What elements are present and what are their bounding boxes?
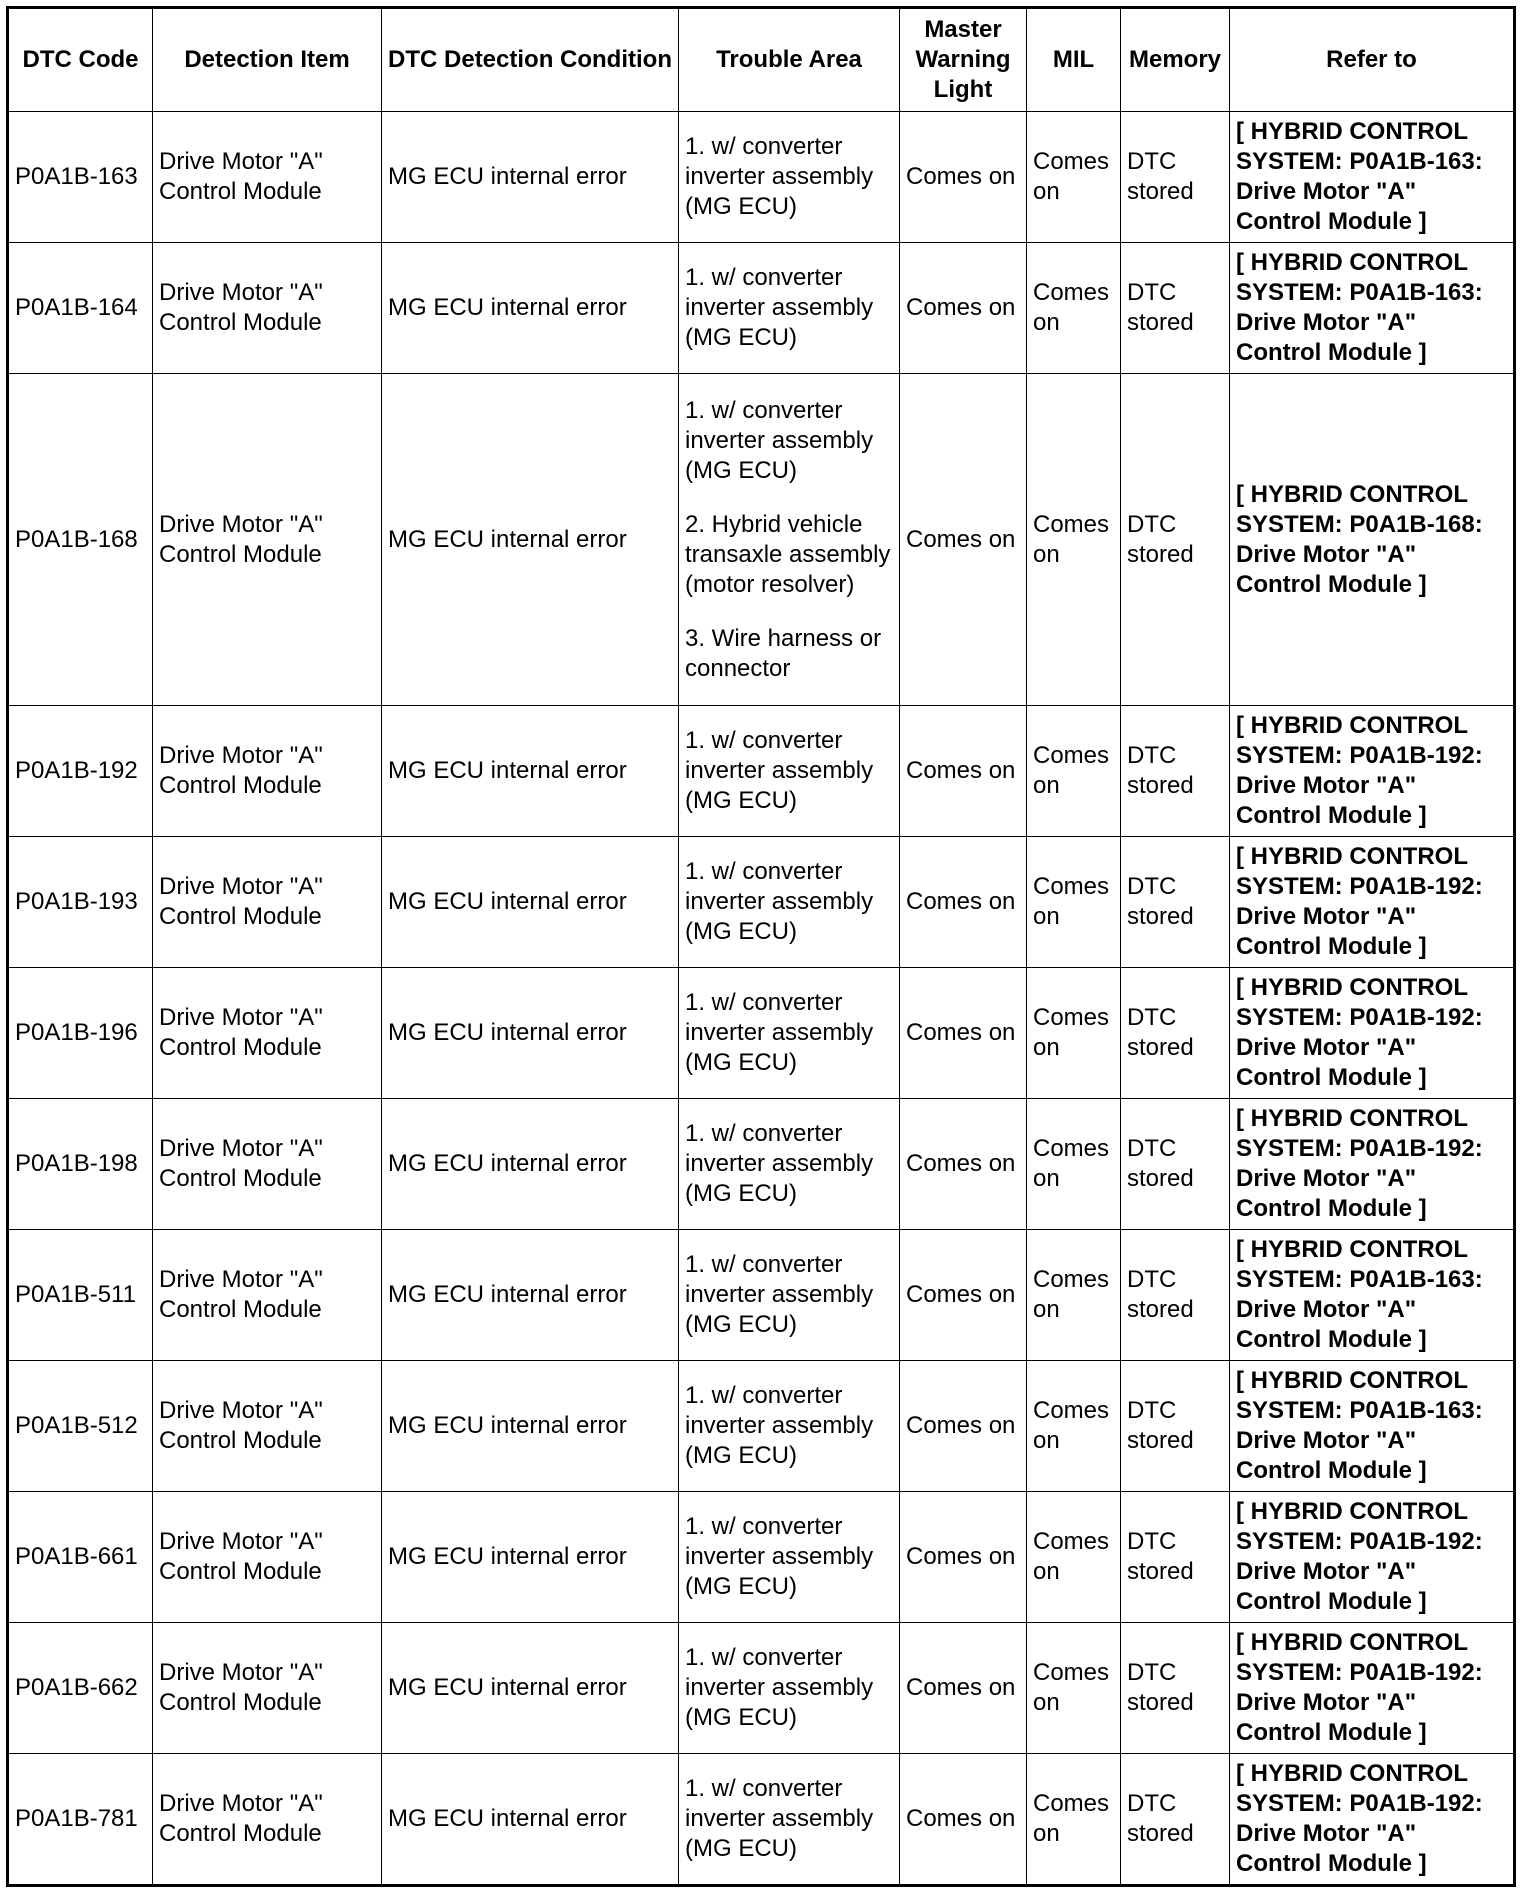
refer-to-cell: [ HYBRID CONTROL SYSTEM: P0A1B-192: Drive Motor "A" Control Module ]	[1230, 1492, 1515, 1623]
mil-cell: Comes on	[1027, 1492, 1121, 1623]
detection-condition-cell: MG ECU internal error	[382, 1099, 679, 1230]
dtc-code-cell: P0A1B-168	[8, 374, 153, 706]
master-warning-light-cell: Comes on	[900, 1754, 1027, 1886]
trouble-area-item: 1. w/ converter inverter assembly (MG ECU)	[685, 727, 874, 814]
detection-condition-cell: MG ECU internal error	[382, 1230, 679, 1361]
table-row	[8, 1361, 1515, 1492]
detection-item-cell: Drive Motor "A" Control Module	[153, 112, 382, 243]
detection-item-cell: Drive Motor "A" Control Module	[153, 706, 382, 837]
header-dtc-code: DTC Code	[8, 8, 153, 112]
dtc-code-cell: P0A1B-192	[8, 706, 153, 837]
master-warning-light-cell: Comes on	[900, 1230, 1027, 1361]
trouble-area-cell	[679, 1099, 900, 1230]
dtc-code-cell: P0A1B-661	[8, 1492, 153, 1623]
trouble-area-cell	[679, 1754, 900, 1886]
memory-cell: DTC stored	[1121, 1099, 1230, 1230]
trouble-area-item: 1. w/ converter inverter assembly (MG ECU)	[685, 264, 874, 351]
mil-cell: Comes on	[1027, 1754, 1121, 1886]
trouble-area-cell	[679, 1492, 900, 1623]
trouble-area-item: 1. w/ converter inverter assembly (MG ECU)	[685, 133, 874, 220]
trouble-area-item: 1. w/ converter inverter assembly (MG ECU)	[685, 858, 874, 945]
trouble-area-item: 3. Wire harness or connector	[685, 624, 882, 682]
refer-to-cell: [ HYBRID CONTROL SYSTEM: P0A1B-163: Drive Motor "A" Control Module ]	[1230, 243, 1515, 374]
refer-to-cell: [ HYBRID CONTROL SYSTEM: P0A1B-163: Drive Motor "A" Control Module ]	[1230, 1230, 1515, 1361]
master-warning-light-cell: Comes on	[900, 837, 1027, 968]
dtc-code-cell: P0A1B-163	[8, 112, 153, 243]
mil-cell: Comes on	[1027, 1361, 1121, 1492]
trouble-area-cell	[679, 243, 900, 374]
memory-cell: DTC stored	[1121, 243, 1230, 374]
mil-cell: Comes on	[1027, 374, 1121, 706]
header-master-warning-light: Master Warning Light	[900, 8, 1027, 112]
mil-cell: Comes on	[1027, 1230, 1121, 1361]
dtc-code-cell: P0A1B-164	[8, 243, 153, 374]
table-row	[8, 374, 1515, 706]
memory-cell: DTC stored	[1121, 706, 1230, 837]
trouble-area-item: 1. w/ converter inverter assembly (MG ECU)	[685, 1382, 874, 1469]
mil-cell: Comes on	[1027, 112, 1121, 243]
refer-to-cell: [ HYBRID CONTROL SYSTEM: P0A1B-192: Drive Motor "A" Control Module ]	[1230, 968, 1515, 1099]
table-row	[8, 706, 1515, 837]
master-warning-light-cell: Comes on	[900, 374, 1027, 706]
trouble-area-item: 2. Hybrid vehicle transaxle assembly (motor resolver)	[685, 510, 891, 598]
trouble-area-cell	[679, 837, 900, 968]
master-warning-light-cell: Comes on	[900, 1099, 1027, 1230]
memory-cell: DTC stored	[1121, 968, 1230, 1099]
dtc-table	[6, 6, 1516, 1887]
header-refer-to: Refer to	[1230, 8, 1515, 112]
master-warning-light-cell: Comes on	[900, 968, 1027, 1099]
trouble-area-cell	[679, 968, 900, 1099]
refer-to-cell: [ HYBRID CONTROL SYSTEM: P0A1B-192: Drive Motor "A" Control Module ]	[1230, 1623, 1515, 1754]
table-row	[8, 1754, 1515, 1886]
refer-to-cell: [ HYBRID CONTROL SYSTEM: P0A1B-163: Drive Motor "A" Control Module ]	[1230, 1361, 1515, 1492]
master-warning-light-cell: Comes on	[900, 1623, 1027, 1754]
detection-condition-cell: MG ECU internal error	[382, 837, 679, 968]
table-row	[8, 1623, 1515, 1754]
detection-item-cell: Drive Motor "A" Control Module	[153, 1230, 382, 1361]
table-row	[8, 837, 1515, 968]
master-warning-light-cell: Comes on	[900, 706, 1027, 837]
trouble-area-item: 1. w/ converter inverter assembly (MG ECU)	[685, 1251, 874, 1338]
master-warning-light-cell: Comes on	[900, 1361, 1027, 1492]
dtc-code-cell: P0A1B-512	[8, 1361, 153, 1492]
mil-cell: Comes on	[1027, 837, 1121, 968]
table-row	[8, 1099, 1515, 1230]
trouble-area-item: 1. w/ converter inverter assembly (MG ECU)	[685, 989, 874, 1076]
trouble-area-item: 1. w/ converter inverter assembly (MG ECU)	[685, 1644, 874, 1731]
detection-condition-cell: MG ECU internal error	[382, 968, 679, 1099]
mil-cell: Comes on	[1027, 706, 1121, 837]
mil-cell: Comes on	[1027, 1099, 1121, 1230]
memory-cell: DTC stored	[1121, 1230, 1230, 1361]
detection-item-cell: Drive Motor "A" Control Module	[153, 1623, 382, 1754]
mil-cell: Comes on	[1027, 968, 1121, 1099]
detection-condition-cell: MG ECU internal error	[382, 1623, 679, 1754]
refer-to-cell: [ HYBRID CONTROL SYSTEM: P0A1B-192: Drive Motor "A" Control Module ]	[1230, 1099, 1515, 1230]
detection-condition-cell: MG ECU internal error	[382, 112, 679, 243]
header-memory: Memory	[1121, 8, 1230, 112]
dtc-code-cell: P0A1B-511	[8, 1230, 153, 1361]
refer-to-cell: [ HYBRID CONTROL SYSTEM: P0A1B-163: Drive Motor "A" Control Module ]	[1230, 112, 1515, 243]
detection-item-cell: Drive Motor "A" Control Module	[153, 837, 382, 968]
memory-cell: DTC stored	[1121, 1361, 1230, 1492]
detection-condition-cell: MG ECU internal error	[382, 1754, 679, 1886]
mil-cell: Comes on	[1027, 243, 1121, 374]
detection-item-cell: Drive Motor "A" Control Module	[153, 1099, 382, 1230]
trouble-area-item: 1. w/ converter inverter assembly (MG ECU)	[685, 1120, 874, 1207]
dtc-code-cell: P0A1B-198	[8, 1099, 153, 1230]
dtc-code-cell: P0A1B-196	[8, 968, 153, 1099]
header-trouble-area: Trouble Area	[679, 8, 900, 112]
mil-cell: Comes on	[1027, 1623, 1121, 1754]
detection-condition-cell: MG ECU internal error	[382, 706, 679, 837]
header-detection-condition: DTC Detection Condition	[382, 8, 679, 112]
master-warning-light-cell: Comes on	[900, 243, 1027, 374]
detection-item-cell: Drive Motor "A" Control Module	[153, 374, 382, 706]
trouble-area-cell	[679, 1230, 900, 1361]
header-mil: MIL	[1027, 8, 1121, 112]
memory-cell: DTC stored	[1121, 1492, 1230, 1623]
trouble-area-cell	[679, 374, 900, 706]
table-body	[8, 112, 1515, 1886]
refer-to-cell: [ HYBRID CONTROL SYSTEM: P0A1B-192: Drive Motor "A" Control Module ]	[1230, 706, 1515, 837]
trouble-area-cell	[679, 706, 900, 837]
table-row	[8, 1492, 1515, 1623]
detection-item-cell: Drive Motor "A" Control Module	[153, 1492, 382, 1623]
memory-cell: DTC stored	[1121, 1754, 1230, 1886]
trouble-area-item: 1. w/ converter inverter assembly (MG ECU)	[685, 1513, 874, 1600]
master-warning-light-cell: Comes on	[900, 1492, 1027, 1623]
detection-condition-cell: MG ECU internal error	[382, 374, 679, 706]
trouble-area-cell	[679, 1623, 900, 1754]
table-row	[8, 112, 1515, 243]
detection-item-cell: Drive Motor "A" Control Module	[153, 243, 382, 374]
trouble-area-item: 1. w/ converter inverter assembly (MG ECU)	[685, 1775, 874, 1862]
table-row	[8, 968, 1515, 1099]
table-row	[8, 243, 1515, 374]
memory-cell: DTC stored	[1121, 374, 1230, 706]
trouble-area-cell	[679, 112, 900, 243]
dtc-code-cell: P0A1B-781	[8, 1754, 153, 1886]
table-row	[8, 1230, 1515, 1361]
detection-item-cell: Drive Motor "A" Control Module	[153, 1754, 382, 1886]
detection-condition-cell: MG ECU internal error	[382, 243, 679, 374]
header-detection-item: Detection Item	[153, 8, 382, 112]
refer-to-cell: [ HYBRID CONTROL SYSTEM: P0A1B-192: Drive Motor "A" Control Module ]	[1230, 1754, 1515, 1886]
master-warning-light-cell: Comes on	[900, 112, 1027, 243]
detection-item-cell: Drive Motor "A" Control Module	[153, 968, 382, 1099]
detection-item-cell: Drive Motor "A" Control Module	[153, 1361, 382, 1492]
memory-cell: DTC stored	[1121, 1623, 1230, 1754]
trouble-area-item: 1. w/ converter inverter assembly (MG ECU)	[685, 396, 874, 484]
memory-cell: DTC stored	[1121, 837, 1230, 968]
header-row	[8, 8, 1515, 112]
detection-condition-cell: MG ECU internal error	[382, 1361, 679, 1492]
refer-to-cell: [ HYBRID CONTROL SYSTEM: P0A1B-192: Drive Motor "A" Control Module ]	[1230, 837, 1515, 968]
dtc-code-cell: P0A1B-193	[8, 837, 153, 968]
trouble-area-cell	[679, 1361, 900, 1492]
refer-to-cell: [ HYBRID CONTROL SYSTEM: P0A1B-168: Drive Motor "A" Control Module ]	[1230, 374, 1515, 706]
memory-cell: DTC stored	[1121, 112, 1230, 243]
dtc-code-cell: P0A1B-662	[8, 1623, 153, 1754]
detection-condition-cell: MG ECU internal error	[382, 1492, 679, 1623]
